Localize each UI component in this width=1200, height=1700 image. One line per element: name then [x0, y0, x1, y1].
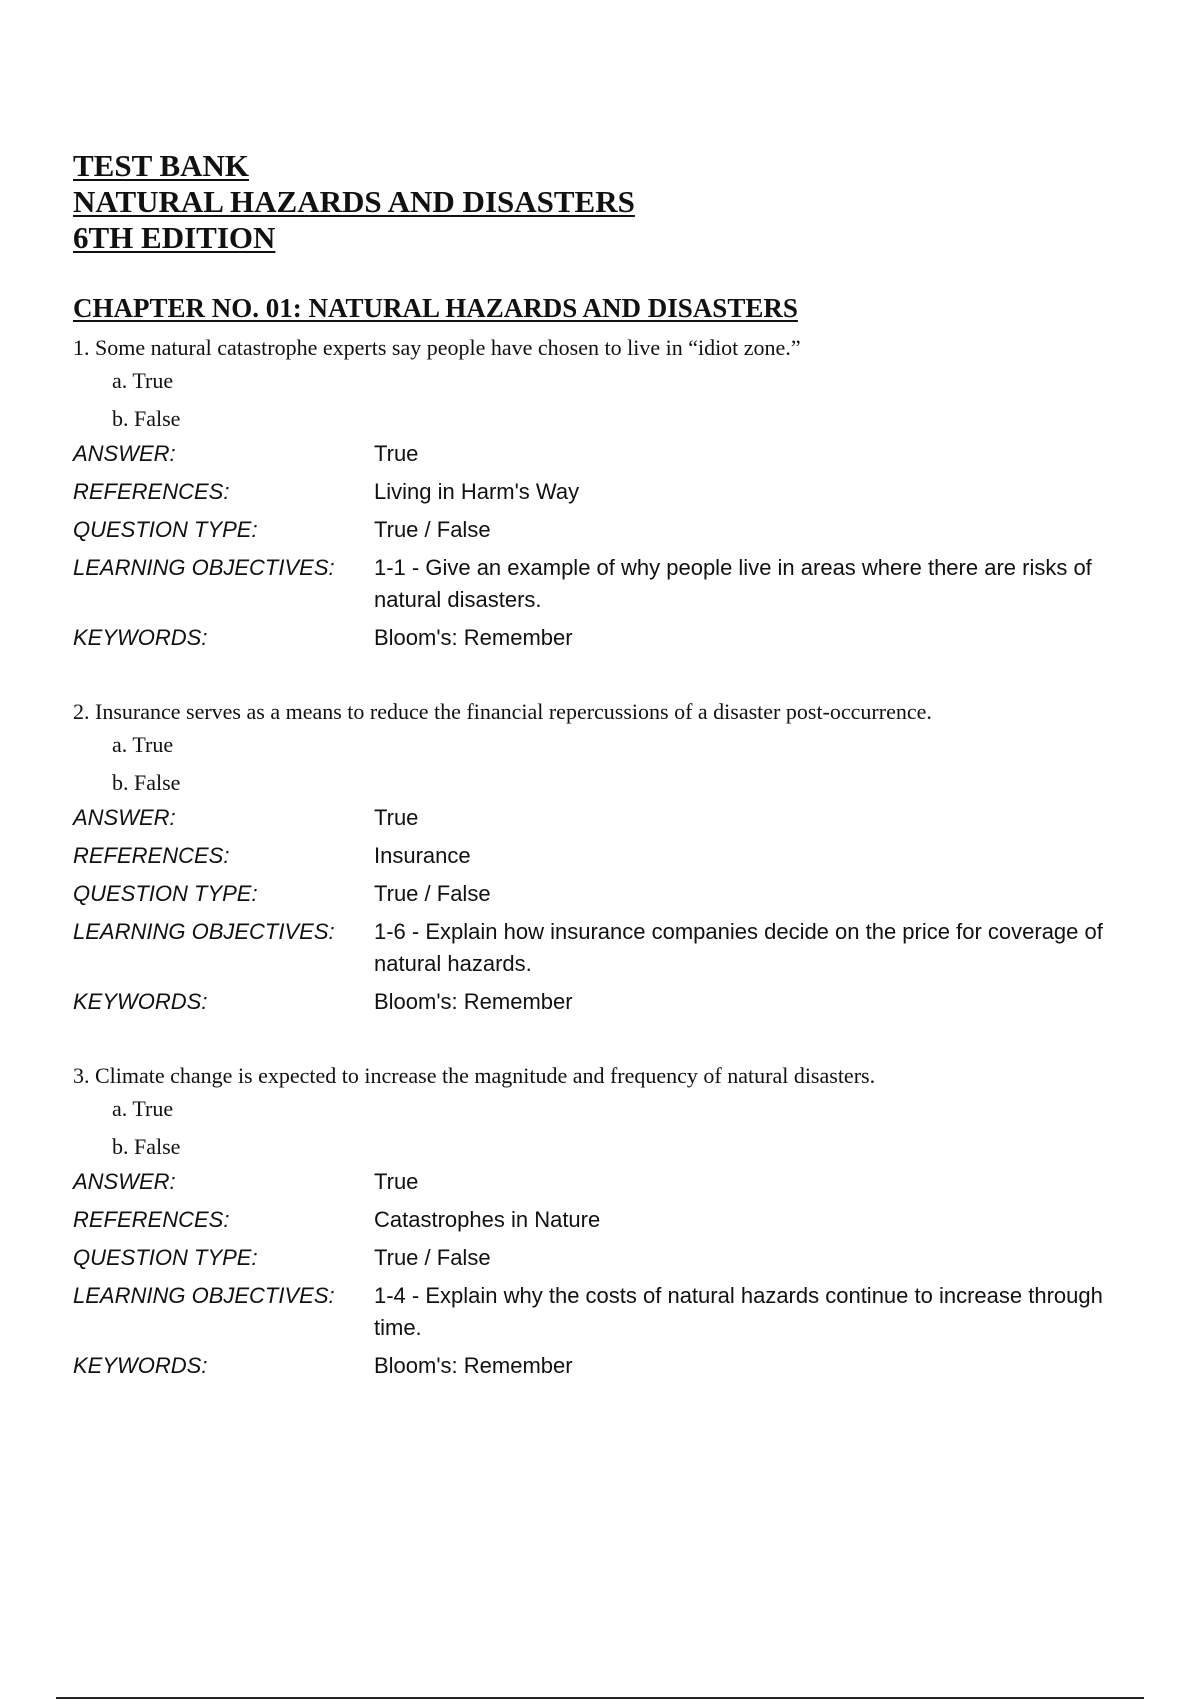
- choice-a: a. True: [112, 732, 174, 757]
- keywords-label: KEYWORDS:: [73, 1353, 208, 1378]
- question-2: [73, 698, 1153, 1018]
- choice-a: a. True: [112, 1096, 174, 1121]
- question-1: [73, 334, 1153, 654]
- learning-objectives-label: LEARNING OBJECTIVES:: [73, 555, 335, 580]
- choice-a: a. True: [112, 368, 174, 393]
- choice-b: b. False: [112, 770, 181, 795]
- answer-row: [73, 802, 1153, 834]
- keywords-value: Bloom's: Remember: [374, 625, 573, 650]
- answer-row: [73, 438, 1153, 470]
- question-type-row: [73, 514, 1153, 546]
- question-type-value: True / False: [374, 1245, 491, 1270]
- document-page: [73, 148, 1153, 1382]
- question-3: [73, 1062, 1153, 1382]
- keywords-value: Bloom's: Remember: [374, 989, 573, 1014]
- question-type-value: True / False: [374, 517, 491, 542]
- question-type-row: [73, 878, 1153, 910]
- learning-objectives-value: 1-1 - Give an example of why people live in areas where there are risks of natural disasters.: [374, 555, 1092, 612]
- references-value: Living in Harm's Way: [374, 479, 580, 504]
- question-text: 3. Climate change is expected to increase the magnitude and frequency of natural disasters.: [73, 1063, 876, 1088]
- answer-label: ANSWER:: [73, 1169, 176, 1194]
- references-row: [73, 1204, 1153, 1236]
- question-type-label: QUESTION TYPE:: [73, 517, 258, 542]
- answer-value: True: [374, 805, 419, 830]
- learning-objectives-label: LEARNING OBJECTIVES:: [73, 919, 335, 944]
- keywords-label: KEYWORDS:: [73, 625, 208, 650]
- answer-value: True: [374, 441, 419, 466]
- answer-value: True: [374, 1169, 419, 1194]
- question-text: 2. Insurance serves as a means to reduce the financial repercussions of a disaster post-occurrence.: [73, 699, 932, 724]
- learning-objectives-value: 1-6 - Explain how insurance companies decide on the price for coverage of natural hazards.: [374, 919, 1103, 976]
- learning-objectives-row: [73, 552, 1153, 616]
- keywords-value: Bloom's: Remember: [374, 1353, 573, 1378]
- title-line-edition: 6TH EDITION: [73, 220, 276, 255]
- learning-objectives-value: 1-4 - Explain why the costs of natural hazards continue to increase through time.: [374, 1283, 1103, 1340]
- question-text: 1. Some natural catastrophe experts say people have chosen to live in “idiot zone.”: [73, 335, 801, 360]
- question-type-row: [73, 1242, 1153, 1274]
- references-label: REFERENCES:: [73, 479, 230, 504]
- title-line-test-bank: TEST BANK: [73, 148, 250, 183]
- keywords-row: [73, 1350, 1153, 1382]
- title-line-book-name: NATURAL HAZARDS AND DISASTERS: [73, 184, 635, 219]
- question-type-value: True / False: [374, 881, 491, 906]
- answer-label: ANSWER:: [73, 441, 176, 466]
- chapter-heading: CHAPTER NO. 01: NATURAL HAZARDS AND DISASTERS: [73, 293, 798, 323]
- references-label: REFERENCES:: [73, 843, 230, 868]
- references-row: [73, 840, 1153, 872]
- references-row: [73, 476, 1153, 508]
- references-value: Catastrophes in Nature: [374, 1207, 601, 1232]
- footer-rule: [56, 1697, 1144, 1699]
- question-type-label: QUESTION TYPE:: [73, 881, 258, 906]
- keywords-label: KEYWORDS:: [73, 989, 208, 1014]
- answer-label: ANSWER:: [73, 805, 176, 830]
- references-value: Insurance: [374, 843, 471, 868]
- answer-row: [73, 1166, 1153, 1198]
- question-type-label: QUESTION TYPE:: [73, 1245, 258, 1270]
- keywords-row: [73, 986, 1153, 1018]
- keywords-row: [73, 622, 1153, 654]
- learning-objectives-row: [73, 1280, 1153, 1344]
- learning-objectives-label: LEARNING OBJECTIVES:: [73, 1283, 335, 1308]
- learning-objectives-row: [73, 916, 1153, 980]
- references-label: REFERENCES:: [73, 1207, 230, 1232]
- choice-b: b. False: [112, 1134, 181, 1159]
- choice-b: b. False: [112, 406, 181, 431]
